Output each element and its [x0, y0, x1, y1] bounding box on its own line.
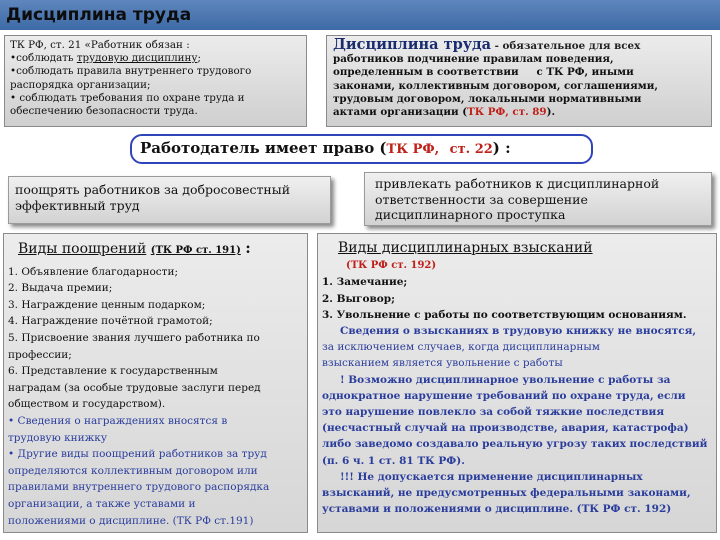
penalties-panel: [317, 233, 717, 533]
duty-underlined-text: трудовую дисциплину: [76, 52, 198, 65]
definition-ref: ТК РФ, ст. 89: [467, 106, 547, 119]
definition-text: актами организации (: [333, 106, 468, 119]
rewards-title: Виды поощрений: [18, 241, 147, 257]
penalty-note: (п. 6 ч. 1 ст. 81 ТК РФ).: [322, 454, 465, 467]
page-title: Дисциплина труда: [6, 5, 192, 25]
encourage-box: [8, 176, 331, 224]
reward-item: 2. Выдача премии;: [8, 282, 113, 295]
definition-line: работников подчинение правилам поведения,: [333, 53, 614, 66]
penalty-note: однократное нарушение требований по охране труда, если: [322, 389, 686, 402]
reward-item: 6. Представление к государственным: [8, 365, 218, 378]
penalty-note: уставами и положениями о дисциплине. (ТК РФ ст. 192): [322, 503, 672, 516]
reward-note: положениями о дисциплине. (ТК РФ ст.191): [8, 514, 254, 527]
penalty-note: это нарушение повлекло за собой тяжкие последствия: [322, 406, 665, 419]
reward-note: • Другие виды поощрений работников за труд: [8, 448, 267, 461]
penalties-title: Виды дисциплинарных взысканий: [338, 240, 593, 256]
discipline-box: [364, 172, 712, 226]
definition-line: законами, коллективным договором, соглашениями,: [333, 79, 658, 92]
definition-line: трудовым договором, локальными нормативными: [333, 92, 642, 105]
definition-text: ).: [546, 106, 556, 119]
duty-punct: ;: [197, 52, 201, 65]
employer-ref-code: ТК РФ,: [386, 142, 440, 157]
duty-line: распорядка организации;: [10, 78, 151, 91]
reward-item: обществом и государством).: [8, 398, 166, 411]
duty-line: обеспечению безопасности труда.: [10, 105, 198, 118]
penalty-note: либо заведомо создавало реальную угрозу таких последствий: [322, 438, 708, 451]
employer-ref-article: ст. 22: [449, 142, 493, 157]
duties-head: ТК РФ, ст. 21 «Работник обязан :: [10, 39, 190, 51]
duty-line: [10, 52, 301, 65]
penalty-note: за исключением случаев, когда дисциплинарным: [322, 341, 600, 354]
reward-item: 4. Награждение почётной грамотой;: [8, 315, 213, 328]
reward-item: 1. Объявление благодарности;: [8, 265, 178, 278]
discipline-line: привлекать работников к дисциплинарной: [375, 176, 660, 191]
encourage-line: эффективный труд: [15, 198, 140, 213]
reward-note: организации, а также уставами и: [8, 497, 196, 510]
penalty-item: 3. Увольнение с работы по соответствующим основаниям.: [322, 308, 687, 321]
penalty-item: 1. Замечание;: [322, 276, 408, 289]
employer-text: Работодатель имеет право (: [140, 139, 387, 157]
employer-close: ) :: [492, 139, 511, 157]
definition-line: определенным в соответствии с ТК РФ, иными: [333, 66, 634, 79]
rewards-header: [18, 240, 303, 260]
duty-line: •соблюдать правила внутреннего трудового: [10, 65, 252, 78]
reward-item: профессии;: [8, 348, 72, 361]
definition-box: [326, 35, 712, 127]
reward-item: наградам (за особые трудовые заслуги перед: [8, 381, 261, 394]
penalty-note: взысканий, не предусмотренных федеральными законами,: [322, 487, 691, 500]
penalty-note: !!! Не допускается применение дисциплинарных: [340, 470, 643, 483]
rewards-ref: (ТК РФ ст. 191): [150, 245, 241, 256]
reward-note: правилами внутреннего трудового распорядка: [8, 481, 270, 494]
reward-item: 5. Присвоение звания лучшего работника по: [8, 331, 260, 344]
penalty-note: взысканием является увольнение с работы: [322, 357, 563, 370]
definition-term: Дисциплина труда: [333, 36, 492, 53]
employer-rights-banner: [130, 134, 593, 164]
penalty-note: ! Возможно дисциплинарное увольнение с работы за: [340, 373, 671, 386]
definition-line: [333, 38, 705, 53]
title-bar: [0, 0, 720, 30]
reward-note: • Сведения о награждениях вносятся в: [8, 414, 228, 427]
penalty-note: (несчастный случай на производстве, авария, катастрофа): [322, 422, 689, 435]
penalty-item: 2. Выговор;: [322, 292, 395, 305]
reward-item: 3. Награждение ценным подарком;: [8, 298, 206, 311]
rewards-panel: [3, 233, 308, 533]
duty-line: • соблюдать требования по охране труда и: [10, 91, 245, 104]
penalty-note: Сведения о взысканиях в трудовую книжку не вносятся,: [340, 325, 697, 338]
duty-bullet-text: •соблюдать: [10, 52, 77, 65]
reward-note: определяются коллективным договором или: [8, 464, 258, 477]
employee-duties-box: [4, 35, 307, 127]
penalties-ref: (ТК РФ ст. 192): [346, 260, 437, 272]
definition-rest: - обязательное для всех: [491, 40, 641, 52]
rewards-colon: :: [245, 239, 251, 257]
discipline-line: дисциплинарного проступка: [375, 207, 566, 222]
reward-note: трудовую книжку: [8, 431, 108, 444]
definition-line: [333, 106, 705, 119]
discipline-line: ответственности за совершение: [375, 191, 588, 207]
encourage-line: поощрять работников за добросовестный: [15, 182, 291, 197]
